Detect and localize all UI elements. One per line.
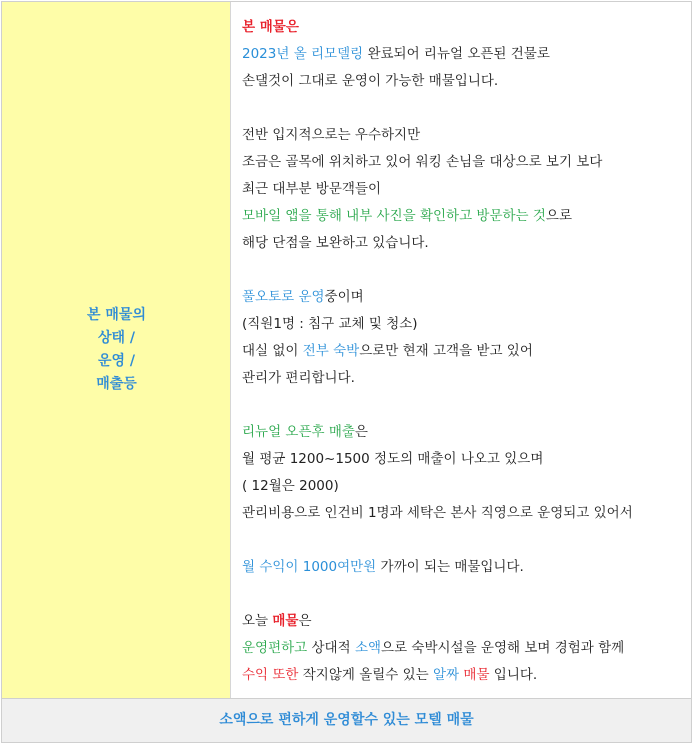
body-text: 으로	[545, 208, 572, 224]
body-text: 입니다.	[489, 667, 538, 683]
body-text: (직원1명 : 침구 교체 및 청소)	[242, 316, 418, 332]
listing-row	[2, 2, 691, 699]
text-line	[242, 68, 692, 95]
text-line	[242, 635, 692, 662]
body-text: 최근 대부분 방문객들이	[242, 181, 381, 197]
text-line	[242, 500, 692, 527]
heading-text: 본 매물은	[242, 19, 299, 35]
highlight-text: 2023년 올 리모델링	[242, 46, 364, 62]
text-line	[242, 608, 692, 635]
blank-line	[242, 257, 692, 284]
highlight-text: 매물	[463, 667, 490, 683]
text-line	[242, 365, 692, 392]
text-line	[242, 230, 692, 257]
text-line	[242, 554, 692, 581]
highlight-text: 리뉴얼 오픈후 매출	[242, 424, 355, 440]
footer-caption: 소액으로 편하게 운영할수 있는 모텔 매물	[2, 699, 691, 742]
body-text: 대실 없이	[242, 343, 303, 359]
description-text	[242, 14, 692, 689]
body-text: 조금은 골목에 위치하고 있어 워킹 손님을 대상으로 보기 보다	[242, 154, 603, 170]
text-line	[242, 203, 692, 230]
body-text: 은	[298, 613, 312, 629]
row-label-line: 상태 /	[97, 330, 136, 346]
row-content-cell	[232, 2, 691, 698]
text-line	[242, 122, 692, 149]
body-text: 관리가 편리합니다.	[242, 370, 355, 386]
text-line	[242, 284, 692, 311]
body-text: 전반 입지적으로는 우수하지만	[242, 127, 421, 143]
body-text: 으로만 현재 고객을 받고 있어	[359, 343, 533, 359]
text-line	[242, 149, 692, 176]
text-line	[242, 473, 692, 500]
text-line	[242, 14, 692, 41]
row-label-line: 본 매물의	[87, 307, 146, 323]
text-line	[242, 311, 692, 338]
body-text: 손댈것이 그대로 운영이 가능한 매물입니다.	[242, 73, 499, 89]
row-label-line: 운영 /	[97, 353, 136, 369]
blank-line	[242, 527, 692, 554]
row-label	[2, 304, 231, 396]
highlight-text: 풀오토로 운영	[242, 289, 325, 305]
body-text: 은	[354, 424, 368, 440]
body-text: 완료되어 리뉴얼 오픈된 건물로	[363, 46, 550, 62]
body-text: 오늘	[242, 613, 273, 629]
body-text: 중이며	[324, 289, 364, 305]
body-text: 으로 숙박시설을 운영해 보며 경험과 함께	[381, 640, 625, 656]
body-text: 상대적	[307, 640, 355, 656]
body-text: ( 12월은 2000)	[242, 478, 339, 494]
text-line	[242, 446, 692, 473]
blank-line	[242, 95, 692, 122]
highlight-text: 소액	[354, 640, 382, 656]
body-text: 월 평균 1200~1500 정도의 매출이 나오고 있으며	[242, 451, 544, 467]
body-text: 관리비용으로 인건비 1명과 세탁은 본사 직영으로 운영되고 있어서	[242, 505, 633, 521]
text-line	[242, 662, 692, 689]
listing-table	[1, 1, 692, 743]
body-text: 가까이 되는 매물입니다.	[376, 559, 524, 575]
highlight-text: 월 수익이 1000여만원	[242, 559, 377, 575]
blank-line	[242, 581, 692, 608]
blank-line	[242, 392, 692, 419]
row-label-line: 매출등	[96, 376, 137, 392]
highlight-text: 전부 숙박	[302, 343, 360, 359]
text-line	[242, 419, 692, 446]
text-line	[242, 41, 692, 68]
body-text: 작지않게 올릴수 있는	[298, 667, 434, 683]
highlight-text: 알짜	[433, 667, 460, 683]
body-text: 해당 단점을 보완하고 있습니다.	[242, 235, 429, 251]
highlight-text: 매물	[272, 613, 299, 629]
text-line	[242, 338, 692, 365]
highlight-text: 수익 또한	[242, 667, 299, 683]
highlight-text: 운영편하고	[242, 640, 308, 656]
highlight-text: 모바일 앱을 통해 내부 사진을 확인하고 방문하는 것	[242, 208, 546, 224]
text-line	[242, 176, 692, 203]
row-label-cell	[2, 2, 231, 698]
